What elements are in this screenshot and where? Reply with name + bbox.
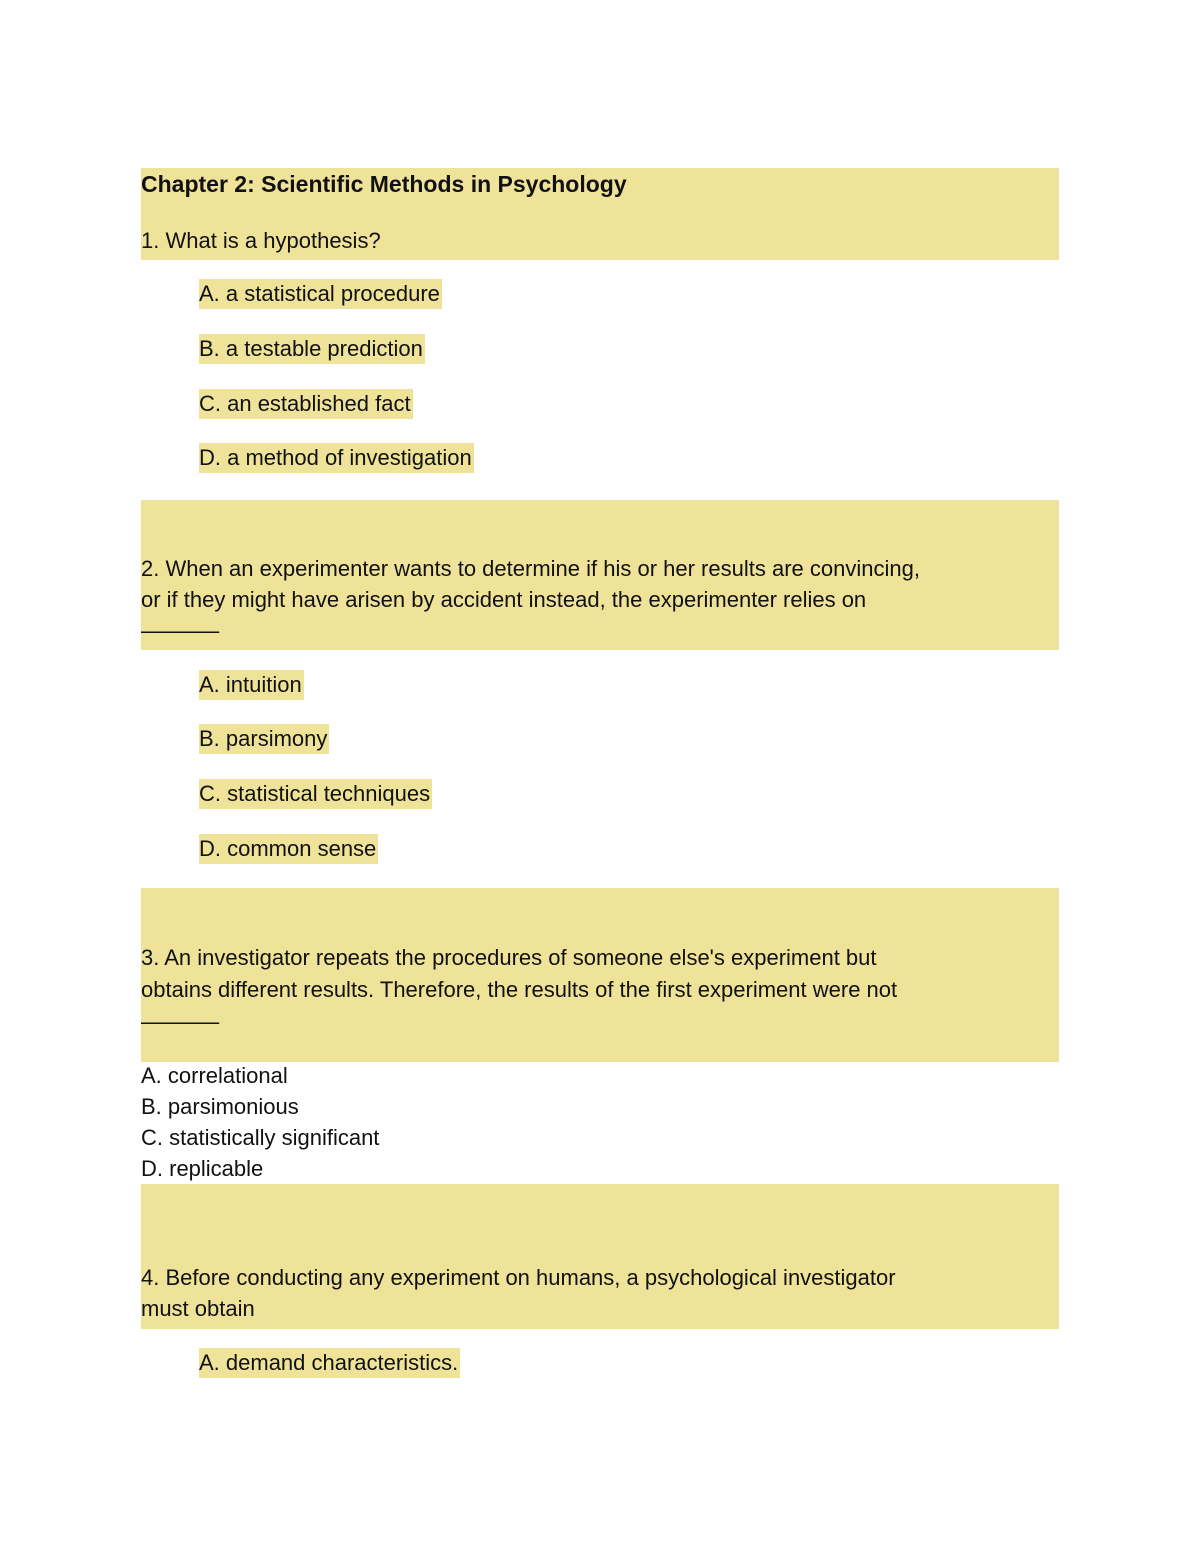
q3-blank: ———– [141, 1009, 220, 1034]
q2-blank: ———– [141, 618, 220, 643]
q3-header-block [141, 888, 1059, 1062]
q2-option-d: D. common sense [199, 834, 378, 864]
q1-stem: 1. What is a hypothesis? [141, 228, 381, 253]
q3-option-a: A. correlational [141, 1063, 288, 1088]
q1-option-a: A. a statistical procedure [199, 279, 442, 309]
q1-option-b: B. a testable prediction [199, 334, 425, 364]
q3-stem-line1: 3. An investigator repeats the procedures of someone else's experiment but [141, 945, 877, 970]
q3-option-b: B. parsimonious [141, 1094, 299, 1119]
q3-option-d: D. replicable [141, 1156, 264, 1181]
q2-stem-line1: 2. When an experimenter wants to determine if his or her results are convincing, [141, 556, 920, 581]
page-title: Chapter 2: Scientific Methods in Psychology [141, 171, 627, 197]
q4-stem-line1: 4. Before conducting any experiment on humans, a psychological investigator [141, 1265, 896, 1290]
q4-header-block [141, 1184, 1059, 1329]
q4-option-a: A. demand characteristics. [199, 1348, 460, 1378]
q1-option-c: C. an established fact [199, 389, 413, 419]
q1-option-d: D. a method of investigation [199, 443, 474, 473]
q2-option-a: A. intuition [199, 670, 304, 700]
q3-option-c: C. statistically significant [141, 1125, 380, 1150]
q3-stem-line2: obtains different results. Therefore, the results of the first experiment were not [141, 977, 898, 1002]
q2-stem-line2: or if they might have arisen by accident instead, the experimenter relies on [141, 587, 867, 612]
q2-option-c: C. statistical techniques [199, 779, 432, 809]
q4-stem-line2: must obtain [141, 1296, 255, 1321]
q2-option-b: B. parsimony [199, 724, 329, 754]
